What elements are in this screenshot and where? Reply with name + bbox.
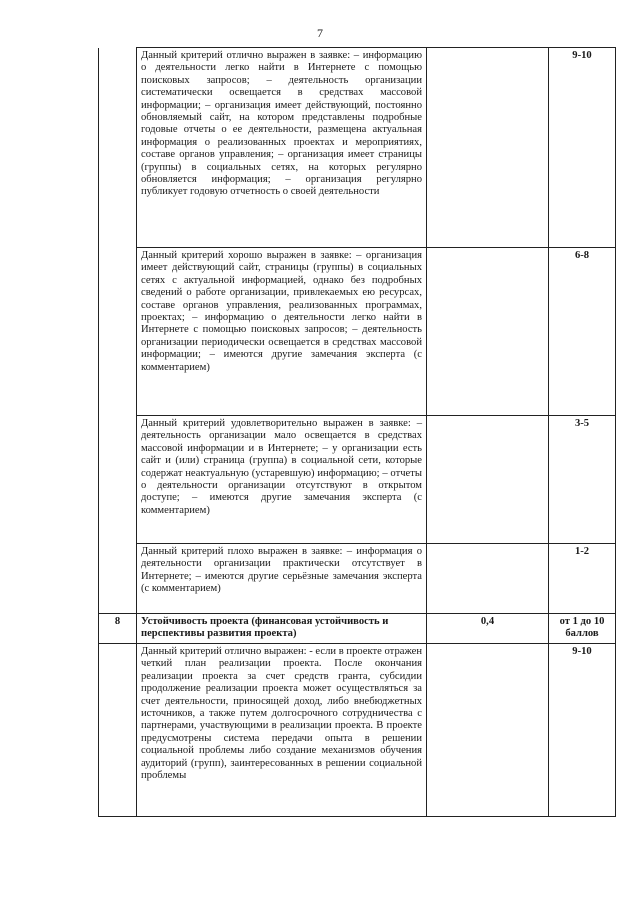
number-cell: [99, 48, 137, 248]
weight-cell: [427, 248, 549, 416]
score-range: 1-2: [549, 544, 616, 614]
criterion-description: Данный критерий отлично выражен в заявке: – информацию о деятельности легко найти в Интернете с помощью поисковых запросов; – деятельность организации систематически освещается в средствах массовой информации; – организация имеет действующий, постоянно обновляемый сайт, на котором представлены подробные годовые отчеты о ее деятельности, размещена актуальная информация о реализованных проектах и мероприятиях, составе органов управления; – организация имеет страницы (группы) в социальных сетях, на которых регулярно обновляется информация; – организация регулярно публикует годовую отчетность о своей деятельности: [137, 48, 427, 248]
score-range: 3-5: [549, 416, 616, 544]
criterion-header-row: [99, 614, 616, 644]
criterion-number: 8: [99, 614, 137, 644]
table-row: [99, 416, 616, 544]
page-number: 7: [317, 26, 323, 40]
criterion-description: Данный критерий отлично выражен: - если в проекте отражен четкий план реализации проекта. После окончания реализации проекта за счет средств гранта, субсидии продолжение реализации проекта может осуществляться за счет деятельности, приносящей доход, либо внебюджетных источников, а также путем долгосрочного сотрудничества с партнерами, участвующими в реализации проекта. В проекте предусмотрены система передачи опыта в решении социальной проблемы либо создание механизмов обучения аудиторий (групп), заинтересованных в решении социальной проблемы: [137, 644, 427, 817]
criteria-table: [98, 47, 616, 817]
weight-cell: [427, 544, 549, 614]
criterion-range: от 1 до 10 баллов: [549, 614, 616, 644]
criterion-title: Устойчивость проекта (финансовая устойчивость и перспективы развития проекта): [137, 614, 427, 644]
table-row: [99, 48, 616, 248]
weight-cell: [427, 48, 549, 248]
criterion-weight: 0,4: [427, 614, 549, 644]
score-range: 9-10: [549, 48, 616, 248]
score-range: 6-8: [549, 248, 616, 416]
number-cell: [99, 544, 137, 614]
table-row: [99, 644, 616, 817]
number-cell: [99, 248, 137, 416]
criterion-description: Данный критерий хорошо выражен в заявке: – организация имеет действующий сайт, страницы (группы) в социальных сетях с актуальной информацией, однако без подробных сведений о работе организации, привлекаемых ею ресурсах, составе органов управления, реализованных программах, проектах; – информацию о деятельности легко найти в Интернете с помощью поисковых запросов; – деятельность организации периодически освещается в средствах массовой информации; – имеются другие замечания эксперта (с комментарием): [137, 248, 427, 416]
number-cell: [99, 416, 137, 544]
criterion-description: Данный критерий плохо выражен в заявке: – информация о деятельности организации практически отсутствует в Интернете; – имеются другие серьёзные замечания эксперта (с комментарием): [137, 544, 427, 614]
score-range: 9-10: [549, 644, 616, 817]
criterion-description: Данный критерий удовлетворительно выражен в заявке: – деятельность организации мало освещается в средствах массовой информации и в Интернете; – у организации есть сайт и (или) страница (группа) в социальной сети, которые содержат неактуальную (устаревшую) информацию; – отчеты о деятельности организации отсутствуют в открытом доступе; – имеются другие замечания эксперта (с комментарием): [137, 416, 427, 544]
number-cell: [99, 644, 137, 817]
weight-cell: [427, 644, 549, 817]
table-row: [99, 544, 616, 614]
table-row: [99, 248, 616, 416]
weight-cell: [427, 416, 549, 544]
